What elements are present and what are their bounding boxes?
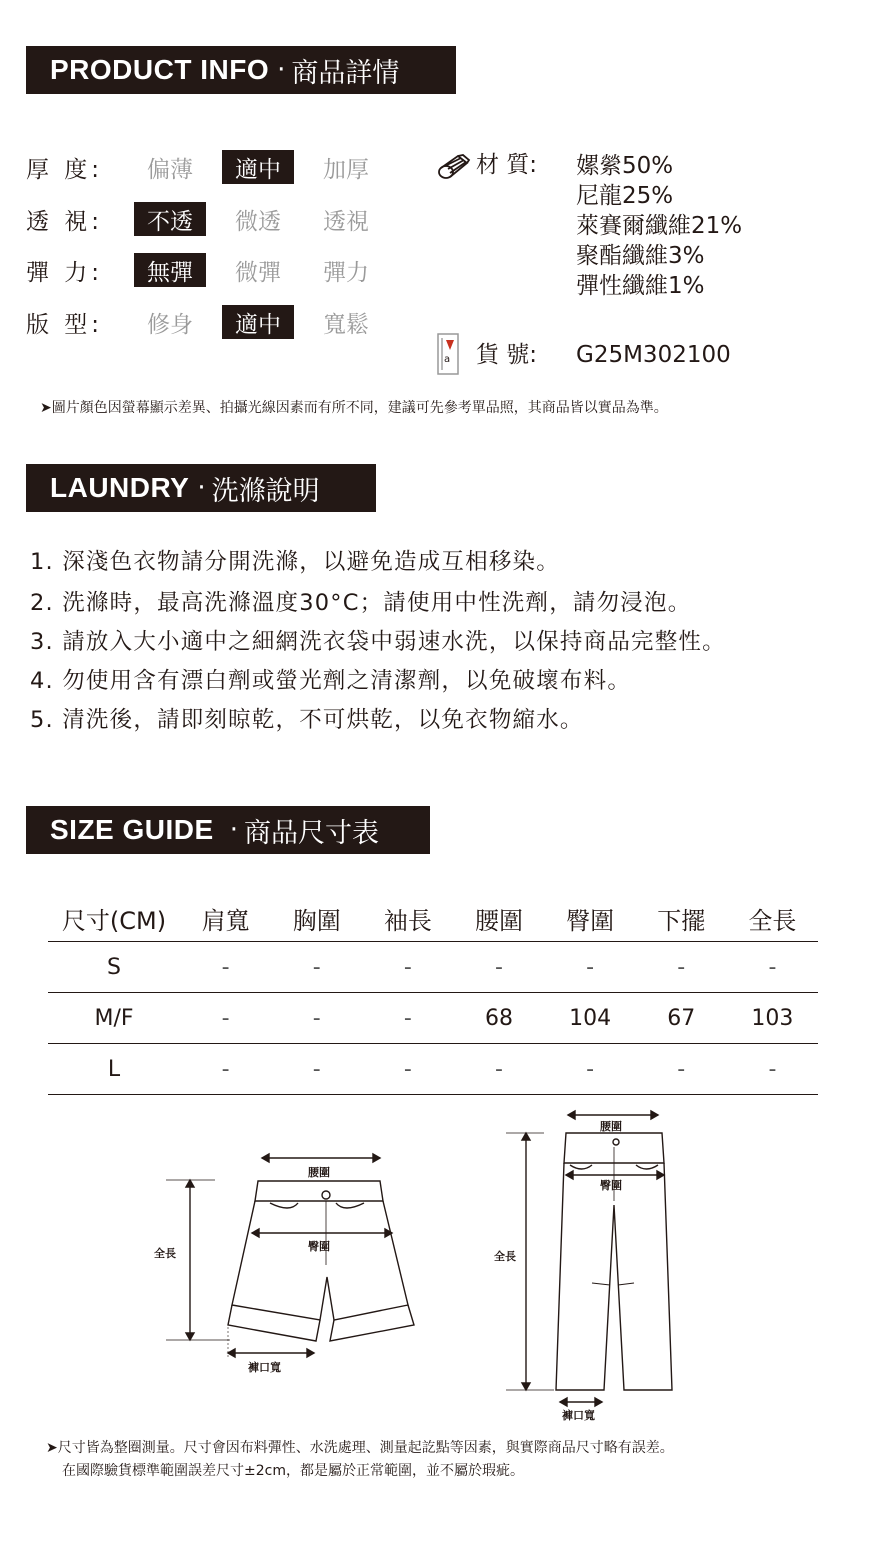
attribute-row [26,202,390,236]
sku-label: 貨 號: [476,342,538,368]
size-value-cell: - [453,1044,544,1095]
column-header: 臀圍 [545,895,636,942]
product-info-title-zh: 商品詳情 [291,57,400,89]
header-separator: · [277,55,286,85]
attribute-option-selected: 無彈 [134,253,206,287]
size-note-line1: ➤尺寸皆為整圈測量。尺寸會因布料彈性、水洗處理、測量起訖點等因素，與實際商品尺寸略有誤差。 [46,1440,674,1456]
size-value-cell: - [453,942,544,993]
product-info-header [26,46,456,94]
laundry-item: 4. 勿使用含有漂白劑或螢光劑之清潔劑，以免破壞布料。 [30,668,632,694]
attribute-option-selected: 適中 [222,305,294,339]
material-item: 彈性纖維1% [576,273,705,299]
header-separator: · [229,815,238,845]
attribute-option-slot [214,202,302,236]
material-label: 材 質: [476,152,538,178]
attribute-option: 偏薄 [147,156,193,183]
pants-waist-label: 腰圍 [600,1120,622,1133]
attribute-option-slot [126,150,214,184]
attribute-option: 微透 [235,208,281,235]
material-list [576,151,742,301]
size-value-cell: 68 [453,993,544,1044]
material-item: 聚酯纖維3% [576,243,705,269]
attribute-row [26,253,390,287]
attribute-label: 厚 度: [26,156,104,183]
column-header: 袖長 [362,895,453,942]
attribute-option: 彈力 [323,259,369,286]
material-item: 尼龍25% [576,183,674,209]
attribute-option-slot [126,202,214,236]
thread-icon [436,152,472,186]
size-value-cell: - [636,1044,727,1095]
attribute-label: 透 視: [26,208,104,235]
size-table-row [48,993,818,1044]
attribute-row [26,150,390,184]
size-guide-title-zh: 商品尺寸表 [243,817,379,849]
size-guide-title-en: SIZE GUIDE [50,814,214,845]
material-item: 萊賽爾纖維21% [576,213,743,239]
size-name-cell: L [48,1044,180,1095]
laundry-item: 2. 洗滌時，最高洗滌溫度30°C；請使用中性洗劑，請勿浸泡。 [30,590,692,616]
attribute-option-slot [214,305,302,339]
attribute-option-slot [302,150,390,184]
size-value-cell: - [180,1044,271,1095]
laundry-title-en: LAUNDRY [50,472,190,503]
size-note-line2: 在國際驗貨標準範圍誤差尺寸±2cm，都是屬於正常範圍，並不屬於瑕疵。 [62,1463,524,1479]
size-table-row [48,942,818,993]
pants-hem-label: 褲口寬 [562,1409,595,1422]
laundry-header [26,464,376,512]
shorts-length-label: 全長 [154,1247,176,1260]
pants-length-label: 全長 [494,1250,516,1263]
size-value-cell: - [545,1044,636,1095]
column-header: 全長 [727,895,818,942]
svg-text:a: a [444,354,451,365]
column-header: 下擺 [636,895,727,942]
shorts-hip-label: 臀圍 [308,1240,330,1253]
attribute-option-slot [302,305,390,339]
header-separator: · [197,473,206,503]
column-header: 胸圍 [271,895,362,942]
attribute-option-slot [214,150,302,184]
size-value-cell: - [362,942,453,993]
size-table-header-row [48,895,818,942]
column-header: 腰圍 [453,895,544,942]
pants-diagram [490,1105,690,1425]
attribute-option: 加厚 [323,156,369,183]
attribute-option-slot [126,253,214,287]
attribute-option-slot [214,253,302,287]
shorts-waist-label: 腰圍 [308,1166,330,1179]
attribute-row [26,305,390,339]
attribute-option: 微彈 [235,259,281,286]
size-value-cell: 103 [727,993,818,1044]
size-value-cell: - [727,942,818,993]
laundry-item: 1. 深淺色衣物請分開洗滌，以避免造成互相移染。 [30,549,560,575]
size-value-cell: - [636,942,727,993]
size-value-cell: - [727,1044,818,1095]
size-value-cell: 67 [636,993,727,1044]
size-value-cell: - [180,993,271,1044]
pants-hip-label: 臀圍 [600,1179,622,1192]
attribute-option-selected: 不透 [134,202,206,236]
product-info-title-en: PRODUCT INFO [50,54,270,85]
attribute-label: 彈 力: [26,259,104,286]
size-name-cell: M/F [48,993,180,1044]
size-table [48,895,818,1095]
column-header: 肩寬 [180,895,271,942]
attribute-option: 透視 [323,208,369,235]
attribute-option-slot [302,202,390,236]
product-info-note: ➤圖片顏色因螢幕顯示差異、拍攝光線因素而有所不同，建議可先參考單品照，其商品皆以實品為準。 [40,400,668,416]
shorts-hem-label: 褲口寬 [248,1361,281,1374]
tag-icon [436,332,462,380]
shorts-diagram [140,1105,440,1385]
attribute-option-slot [126,305,214,339]
size-value-cell: 104 [545,993,636,1044]
size-value-cell: - [362,993,453,1044]
laundry-item: 3. 請放入大小適中之細網洗衣袋中弱速水洗，以保持商品完整性。 [30,629,726,655]
size-value-cell: - [271,993,362,1044]
size-guide-header [26,806,430,854]
size-value-cell: - [180,942,271,993]
attribute-label: 版 型: [26,311,104,338]
material-item: 嫘縈50% [576,153,674,179]
laundry-item: 5. 清洗後，請即刻晾乾，不可烘乾，以免衣物縮水。 [30,707,584,733]
laundry-title-zh: 洗滌說明 [211,475,320,507]
size-value-cell: - [271,942,362,993]
size-name-cell: S [48,942,180,993]
attribute-option: 寬鬆 [323,311,369,338]
size-value-cell: - [362,1044,453,1095]
size-table-row [48,1044,818,1095]
attribute-option-selected: 適中 [222,150,294,184]
size-value-cell: - [271,1044,362,1095]
attribute-option-slot [302,253,390,287]
sku-value: G25M302100 [576,342,731,368]
attribute-option: 修身 [147,311,193,338]
size-value-cell: - [545,942,636,993]
column-header: 尺寸(CM) [48,895,180,942]
